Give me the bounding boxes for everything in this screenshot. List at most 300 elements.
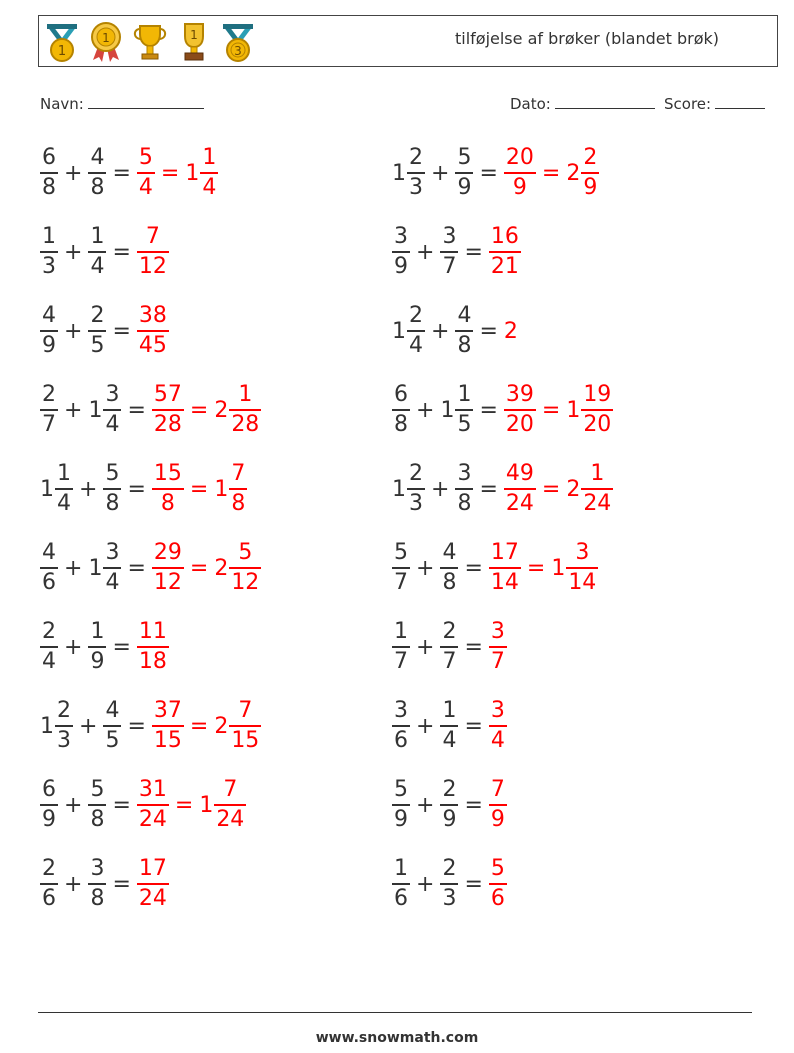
fraction <box>455 381 473 439</box>
numerator: 2 <box>409 303 423 328</box>
numerator: 5 <box>457 145 472 170</box>
answer-equals-sign: = <box>174 792 194 818</box>
numerator: 3 <box>105 540 120 565</box>
fraction <box>40 855 58 913</box>
fraction <box>581 144 599 202</box>
mixed-number <box>152 381 184 439</box>
mixed-number <box>40 302 58 360</box>
fraction <box>407 302 425 360</box>
denominator: 9 <box>394 807 408 832</box>
fraction <box>137 223 169 281</box>
name-blank-line[interactable] <box>88 94 204 109</box>
whole-number: 1 <box>40 713 54 739</box>
answer-equals-sign: = <box>189 555 209 581</box>
fraction <box>504 144 536 202</box>
denominator: 45 <box>138 333 167 358</box>
numerator: 5 <box>394 540 408 565</box>
whole-number: 1 <box>88 555 103 581</box>
plus-sign: + <box>416 792 435 818</box>
denominator: 9 <box>42 333 56 358</box>
fraction <box>88 855 106 913</box>
denominator: 8 <box>90 175 105 200</box>
equals-sign: = <box>479 160 498 186</box>
answer <box>137 855 169 913</box>
numerator: 6 <box>394 382 408 407</box>
mixed-number <box>440 381 473 439</box>
rosette-medal-1-icon <box>87 20 125 64</box>
medal-1-icon <box>43 20 81 64</box>
whole-number: 1 <box>392 318 406 344</box>
mixed-number <box>40 223 58 281</box>
mixed-number <box>40 539 58 597</box>
fraction <box>229 460 247 518</box>
problem-16 <box>392 693 507 759</box>
mixed-number <box>214 539 261 597</box>
plus-sign: + <box>431 318 450 344</box>
denominator: 3 <box>42 254 56 279</box>
numerator: 2 <box>57 698 71 723</box>
equals-sign: = <box>464 871 483 897</box>
equals-sign: = <box>479 476 498 502</box>
mixed-number <box>440 776 458 834</box>
svg-text:1: 1 <box>190 28 198 42</box>
mixed-number <box>199 776 246 834</box>
fraction <box>55 460 73 518</box>
problem-3 <box>40 219 169 285</box>
plus-sign: + <box>416 555 435 581</box>
numerator: 31 <box>138 777 167 802</box>
denominator: 4 <box>105 570 120 595</box>
fraction <box>152 460 184 518</box>
plus-sign: + <box>416 634 435 660</box>
denominator: 20 <box>505 412 534 437</box>
denominator: 4 <box>138 175 153 200</box>
equals-sign: = <box>112 871 131 897</box>
denominator: 24 <box>216 807 245 832</box>
answer <box>489 776 507 834</box>
fraction <box>40 776 58 834</box>
denominator: 24 <box>138 886 167 911</box>
trophy-1-icon <box>175 20 213 64</box>
mixed-number <box>504 319 519 344</box>
denominator: 8 <box>90 886 105 911</box>
denominator: 9 <box>42 807 56 832</box>
mixed-number <box>88 618 106 676</box>
fraction <box>392 539 410 597</box>
denominator: 14 <box>490 570 519 595</box>
answer <box>137 223 169 281</box>
problem-9 <box>40 456 247 522</box>
denominator: 28 <box>231 412 260 437</box>
denominator: 5 <box>457 412 472 437</box>
numerator: 39 <box>505 382 534 407</box>
answer <box>489 855 507 913</box>
fraction <box>103 381 121 439</box>
denominator: 15 <box>153 728 182 753</box>
denominator: 6 <box>394 886 408 911</box>
answer-equals-sign: = <box>160 160 180 186</box>
mixed-number <box>440 855 458 913</box>
whole-number: 1 <box>392 160 406 186</box>
numerator: 4 <box>105 698 120 723</box>
mixed-number <box>489 855 507 913</box>
numerator: 1 <box>394 619 408 644</box>
denominator: 5 <box>105 728 120 753</box>
fraction <box>440 539 458 597</box>
equals-sign: = <box>112 160 131 186</box>
numerator: 4 <box>90 145 105 170</box>
fraction <box>103 697 121 755</box>
mixed-number <box>137 776 169 834</box>
numerator: 5 <box>105 461 120 486</box>
mixed-number <box>392 855 410 913</box>
plus-sign: + <box>416 397 435 423</box>
numerator: 2 <box>442 856 457 881</box>
denominator: 8 <box>394 412 408 437</box>
equals-sign: = <box>112 634 131 660</box>
answer <box>152 697 261 755</box>
answer <box>504 381 613 439</box>
mixed-number <box>88 302 106 360</box>
numerator: 2 <box>442 619 457 644</box>
name-field[interactable] <box>40 94 204 113</box>
denominator: 9 <box>583 175 598 200</box>
denominator: 15 <box>231 728 260 753</box>
mixed-number <box>40 618 58 676</box>
fraction <box>40 381 58 439</box>
whole-number: 2 <box>214 397 229 423</box>
numerator: 17 <box>490 540 519 565</box>
answer <box>137 618 169 676</box>
numerator: 3 <box>490 619 505 644</box>
numerator: 20 <box>505 145 534 170</box>
plus-sign: + <box>79 713 98 739</box>
mixed-number <box>440 697 458 755</box>
equals-sign: = <box>479 318 498 344</box>
numerator: 3 <box>457 461 472 486</box>
denominator: 9 <box>90 649 105 674</box>
equals-sign: = <box>112 318 131 344</box>
equals-sign: = <box>127 713 146 739</box>
mixed-number <box>504 381 536 439</box>
mixed-number <box>137 144 155 202</box>
problem-11 <box>40 535 261 601</box>
numerator: 2 <box>442 777 457 802</box>
mixed-number <box>489 223 521 281</box>
equals-sign: = <box>112 792 131 818</box>
fraction <box>392 223 410 281</box>
plus-sign: + <box>79 476 98 502</box>
mixed-number <box>185 144 218 202</box>
equals-sign: = <box>127 555 146 581</box>
fraction <box>88 223 106 281</box>
mixed-number <box>489 697 507 755</box>
denominator: 6 <box>42 570 56 595</box>
denominator: 7 <box>442 649 457 674</box>
mixed-number <box>392 618 410 676</box>
numerator: 7 <box>231 461 246 486</box>
numerator: 1 <box>238 382 253 407</box>
equals-sign: = <box>127 397 146 423</box>
fraction <box>88 776 106 834</box>
whole-number: 1 <box>566 397 581 423</box>
whole-number: 1 <box>199 792 214 818</box>
denominator: 8 <box>90 807 105 832</box>
answer-equals-sign: = <box>189 476 209 502</box>
plus-sign: + <box>416 239 435 265</box>
numerator: 16 <box>490 224 519 249</box>
fraction <box>229 539 261 597</box>
numerator: 7 <box>490 777 505 802</box>
plus-sign: + <box>64 397 83 423</box>
numerator: 1 <box>90 224 105 249</box>
denominator: 6 <box>394 728 408 753</box>
denominator: 4 <box>105 412 120 437</box>
whole-number: 2 <box>566 160 581 186</box>
mixed-number <box>504 144 536 202</box>
denominator: 8 <box>231 491 246 516</box>
mixed-number <box>440 618 458 676</box>
plus-sign: + <box>64 239 83 265</box>
mixed-number <box>152 460 184 518</box>
mixed-number <box>40 697 73 755</box>
numerator: 29 <box>153 540 182 565</box>
denominator: 3 <box>57 728 71 753</box>
numerator: 7 <box>145 224 160 249</box>
mixed-number <box>137 855 169 913</box>
denominator: 7 <box>490 649 505 674</box>
whole-number: 1 <box>392 476 406 502</box>
denominator: 12 <box>231 570 260 595</box>
fraction <box>40 539 58 597</box>
problem-20 <box>392 851 507 917</box>
mixed-number <box>566 144 599 202</box>
equals-sign: = <box>464 634 483 660</box>
fraction <box>88 618 106 676</box>
mixed-number <box>392 223 410 281</box>
medal-row <box>43 20 257 64</box>
numerator: 4 <box>42 540 56 565</box>
numerator: 5 <box>490 856 505 881</box>
denominator: 4 <box>57 491 71 516</box>
denominator: 14 <box>568 570 597 595</box>
fraction <box>440 697 458 755</box>
numerator: 3 <box>575 540 590 565</box>
numerator: 3 <box>442 224 457 249</box>
problem-19 <box>40 851 169 917</box>
equals-sign: = <box>127 476 146 502</box>
mixed-number <box>88 381 121 439</box>
score-field[interactable] <box>664 94 765 113</box>
mixed-number <box>392 144 425 202</box>
answer <box>489 697 507 755</box>
fraction <box>392 776 410 834</box>
trophy-cup-icon <box>131 20 169 64</box>
fraction <box>504 381 536 439</box>
score-blank-line[interactable] <box>715 94 765 109</box>
fraction <box>40 302 58 360</box>
problem-18 <box>392 772 507 838</box>
whole-number: 2 <box>503 318 518 344</box>
problem-2 <box>392 140 599 206</box>
fraction <box>152 697 184 755</box>
denominator: 9 <box>512 175 527 200</box>
mixed-number <box>214 697 261 755</box>
fraction <box>504 460 536 518</box>
denominator: 8 <box>457 491 472 516</box>
numerator: 2 <box>42 382 56 407</box>
numerator: 11 <box>138 619 167 644</box>
mixed-number <box>40 460 73 518</box>
fraction <box>440 223 458 281</box>
date-field[interactable] <box>510 94 655 113</box>
svg-text:1: 1 <box>102 31 110 45</box>
mixed-number <box>504 460 536 518</box>
name-label: Navn: <box>40 95 84 113</box>
answer-equals-sign: = <box>189 397 209 423</box>
svg-text:1: 1 <box>57 44 67 59</box>
problem-4 <box>392 219 521 285</box>
fraction <box>407 460 425 518</box>
denominator: 8 <box>160 491 175 516</box>
plus-sign: + <box>64 792 83 818</box>
fraction <box>88 144 106 202</box>
denominator: 4 <box>409 333 423 358</box>
date-blank-line[interactable] <box>555 94 655 109</box>
mixed-number <box>392 460 425 518</box>
denominator: 6 <box>490 886 505 911</box>
fraction <box>137 618 169 676</box>
date-label: Dato: <box>510 95 551 113</box>
mixed-number <box>392 697 410 755</box>
numerator: 1 <box>394 856 408 881</box>
mixed-number <box>40 381 58 439</box>
numerator: 37 <box>153 698 182 723</box>
fraction <box>88 302 106 360</box>
answer <box>504 319 519 344</box>
denominator: 24 <box>138 807 167 832</box>
denominator: 24 <box>583 491 612 516</box>
mixed-number <box>103 460 121 518</box>
numerator: 3 <box>490 698 505 723</box>
fraction <box>229 381 261 439</box>
problem-5 <box>40 298 169 364</box>
answer <box>152 539 261 597</box>
denominator: 24 <box>505 491 534 516</box>
problem-6 <box>392 298 519 364</box>
fraction <box>55 697 73 755</box>
denominator: 8 <box>442 570 457 595</box>
fraction <box>489 776 507 834</box>
mixed-number <box>566 460 613 518</box>
mixed-number <box>137 302 169 360</box>
denominator: 12 <box>138 254 167 279</box>
numerator: 4 <box>457 303 472 328</box>
plus-sign: + <box>64 555 83 581</box>
numerator: 1 <box>457 382 472 407</box>
denominator: 4 <box>490 728 505 753</box>
denominator: 9 <box>442 807 457 832</box>
numerator: 6 <box>42 777 56 802</box>
problem-17 <box>40 772 246 838</box>
mixed-number <box>455 460 473 518</box>
mixed-number <box>103 697 121 755</box>
numerator: 1 <box>57 461 71 486</box>
fraction <box>137 855 169 913</box>
fraction <box>455 302 473 360</box>
fraction <box>455 460 473 518</box>
fraction <box>137 302 169 360</box>
equals-sign: = <box>464 239 483 265</box>
answer <box>152 381 261 439</box>
problem-14 <box>392 614 507 680</box>
answer <box>504 144 599 202</box>
numerator: 2 <box>409 145 423 170</box>
numerator: 1 <box>42 224 56 249</box>
mixed-number <box>137 223 169 281</box>
answer <box>137 302 169 360</box>
fraction <box>455 144 473 202</box>
mixed-number <box>152 539 184 597</box>
denominator: 7 <box>42 412 56 437</box>
numerator: 5 <box>90 777 105 802</box>
fraction <box>489 855 507 913</box>
fraction <box>214 776 246 834</box>
denominator: 8 <box>42 175 56 200</box>
mixed-number <box>88 144 106 202</box>
numerator: 5 <box>238 540 253 565</box>
answer-equals-sign: = <box>189 713 209 739</box>
denominator: 7 <box>394 649 408 674</box>
problem-15 <box>40 693 261 759</box>
numerator: 3 <box>105 382 120 407</box>
denominator: 8 <box>105 491 120 516</box>
fraction <box>440 855 458 913</box>
answer-equals-sign: = <box>541 476 561 502</box>
problem-10 <box>392 456 613 522</box>
denominator: 7 <box>442 254 457 279</box>
whole-number: 1 <box>185 160 200 186</box>
denominator: 7 <box>394 570 408 595</box>
mixed-number <box>214 381 261 439</box>
answer <box>504 460 613 518</box>
denominator: 4 <box>442 728 457 753</box>
numerator: 3 <box>394 224 408 249</box>
numerator: 3 <box>394 698 408 723</box>
mixed-number <box>392 776 410 834</box>
numerator: 1 <box>90 619 105 644</box>
plus-sign: + <box>416 713 435 739</box>
mixed-number <box>566 381 613 439</box>
fraction <box>152 381 184 439</box>
whole-number: 2 <box>566 476 581 502</box>
mixed-number <box>489 776 507 834</box>
denominator: 21 <box>490 254 519 279</box>
fraction <box>489 223 521 281</box>
mixed-number <box>455 144 473 202</box>
medal-3-icon <box>219 20 257 64</box>
header-box <box>38 15 778 67</box>
denominator: 9 <box>490 807 505 832</box>
denominator: 9 <box>457 175 472 200</box>
numerator: 19 <box>583 382 612 407</box>
equals-sign: = <box>464 555 483 581</box>
answer-equals-sign: = <box>526 555 546 581</box>
denominator: 3 <box>442 886 457 911</box>
fraction <box>103 539 121 597</box>
score-label: Score: <box>664 95 712 113</box>
numerator: 2 <box>583 145 598 170</box>
